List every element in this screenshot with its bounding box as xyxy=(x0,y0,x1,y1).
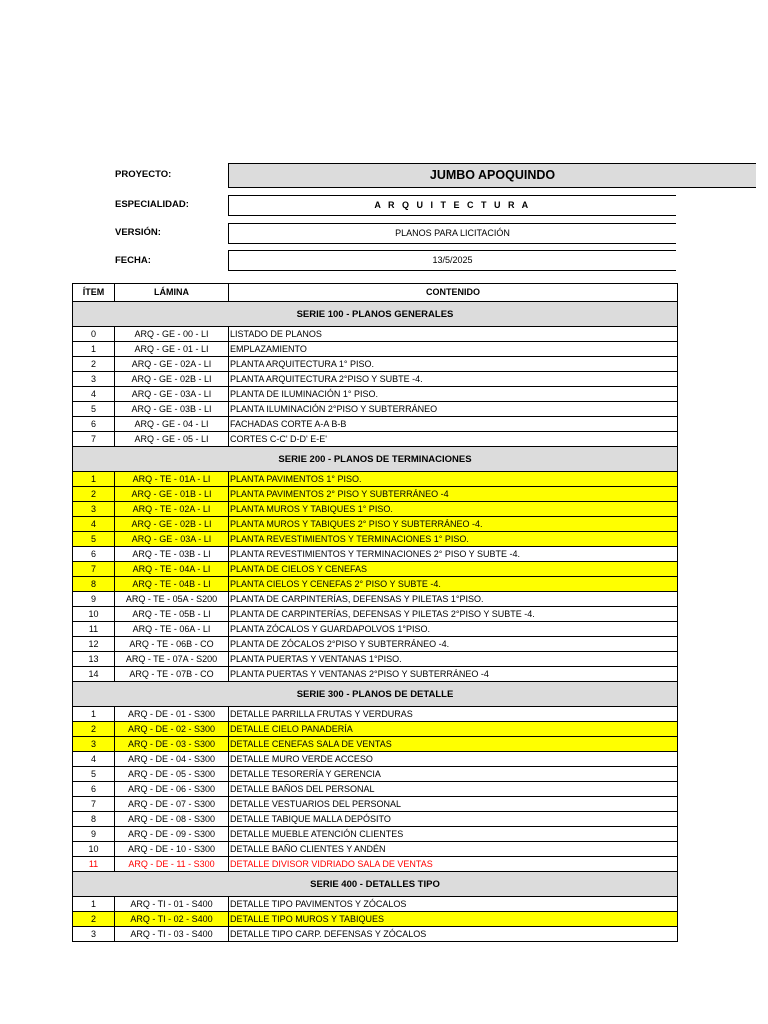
cell-item: 2 xyxy=(73,722,115,737)
cell-contenido: DETALLE BAÑOS DEL PERSONAL xyxy=(229,782,678,797)
series-title: SERIE 300 - PLANOS DE DETALLE xyxy=(73,682,678,707)
cell-contenido: CORTES C-C' D-D' E-E' xyxy=(229,432,678,447)
cell-item: 10 xyxy=(73,842,115,857)
cell-item: 8 xyxy=(73,577,115,592)
series-header-row xyxy=(73,447,678,472)
cell-lamina: ARQ - TE - 06B - CO xyxy=(115,637,229,652)
cell-item: 7 xyxy=(73,797,115,812)
cell-item: 4 xyxy=(73,387,115,402)
cell-contenido: PLANTA ARQUITECTURA 2°PISO Y SUBTE -4. xyxy=(229,372,678,387)
cell-item: 2 xyxy=(73,912,115,927)
table-row xyxy=(73,737,678,752)
cell-contenido: DETALLE TIPO PAVIMENTOS Y ZÓCALOS xyxy=(229,897,678,912)
cell-item: 11 xyxy=(73,857,115,872)
table-row xyxy=(73,342,678,357)
cell-lamina: ARQ - DE - 10 - S300 xyxy=(115,842,229,857)
cell-item: 9 xyxy=(73,827,115,842)
cell-lamina: ARQ - DE - 01 - S300 xyxy=(115,707,229,722)
cell-lamina: ARQ - DE - 11 - S300 xyxy=(115,857,229,872)
cell-lamina: ARQ - DE - 02 - S300 xyxy=(115,722,229,737)
table-row xyxy=(73,797,678,812)
series-title: SERIE 100 - PLANOS GENERALES xyxy=(73,302,678,327)
cell-lamina: ARQ - GE - 02A - LI xyxy=(115,357,229,372)
cell-lamina: ARQ - TE - 03B - LI xyxy=(115,547,229,562)
cell-contenido: DETALLE TABIQUE MALLA DEPÓSITO xyxy=(229,812,678,827)
cell-lamina: ARQ - TE - 02A - LI xyxy=(115,502,229,517)
cell-lamina: ARQ - TI - 01 - S400 xyxy=(115,897,229,912)
table-row xyxy=(73,722,678,737)
cell-lamina: ARQ - TE - 05B - LI xyxy=(115,607,229,622)
cell-contenido: PLANTA PUERTAS Y VENTANAS 2°PISO Y SUBTERRÁNEO -4 xyxy=(229,667,678,682)
cell-item: 2 xyxy=(73,357,115,372)
cell-lamina: ARQ - TE - 04B - LI xyxy=(115,577,229,592)
cell-lamina: ARQ - GE - 02B - LI xyxy=(115,372,229,387)
cell-lamina: ARQ - DE - 06 - S300 xyxy=(115,782,229,797)
version-value: PLANOS PARA LICITACIÓN xyxy=(228,223,676,244)
cell-lamina: ARQ - GE - 02B - LI xyxy=(115,517,229,532)
plans-table xyxy=(72,283,678,942)
table-row xyxy=(73,417,678,432)
cell-lamina: ARQ - DE - 09 - S300 xyxy=(115,827,229,842)
table-row xyxy=(73,372,678,387)
cell-item: 3 xyxy=(73,372,115,387)
cell-item: 1 xyxy=(73,472,115,487)
cell-lamina: ARQ - DE - 05 - S300 xyxy=(115,767,229,782)
cell-lamina: ARQ - TE - 05A - S200 xyxy=(115,592,229,607)
table-row xyxy=(73,857,678,872)
cell-lamina: ARQ - DE - 08 - S300 xyxy=(115,812,229,827)
cell-contenido: PLANTA DE CARPINTERÍAS, DEFENSAS Y PILETAS 2°PISO Y SUBTE -4. xyxy=(229,607,678,622)
cell-item: 5 xyxy=(73,402,115,417)
cell-contenido: PLANTA PUERTAS Y VENTANAS 1°PISO. xyxy=(229,652,678,667)
table-row xyxy=(73,842,678,857)
table-body xyxy=(73,302,678,942)
cell-contenido: PLANTA ILUMINACIÓN 2°PISO Y SUBTERRÁNEO xyxy=(229,402,678,417)
cell-contenido: DETALLE PARRILLA FRUTAS Y VERDURAS xyxy=(229,707,678,722)
cell-contenido: PLANTA MUROS Y TABIQUES 2° PISO Y SUBTERRÁNEO -4. xyxy=(229,517,678,532)
cell-item: 0 xyxy=(73,327,115,342)
fecha-label: FECHA: xyxy=(115,255,151,266)
cell-item: 7 xyxy=(73,432,115,447)
cell-lamina: ARQ - TE - 04A - LI xyxy=(115,562,229,577)
cell-contenido: PLANTA REVESTIMIENTOS Y TERMINACIONES 2° PISO Y SUBTE -4. xyxy=(229,547,678,562)
cell-contenido: DETALLE BAÑO CLIENTES Y ANDÉN xyxy=(229,842,678,857)
table-row xyxy=(73,667,678,682)
cell-item: 1 xyxy=(73,897,115,912)
cell-lamina: ARQ - DE - 03 - S300 xyxy=(115,737,229,752)
table-row xyxy=(73,532,678,547)
cell-lamina: ARQ - GE - 01 - LI xyxy=(115,342,229,357)
cell-contenido: PLANTA DE CIELOS Y CENEFAS xyxy=(229,562,678,577)
cell-contenido: PLANTA DE ILUMINACIÓN 1° PISO. xyxy=(229,387,678,402)
cell-lamina: ARQ - GE - 00 - LI xyxy=(115,327,229,342)
table-row xyxy=(73,912,678,927)
cell-item: 1 xyxy=(73,342,115,357)
table-row xyxy=(73,637,678,652)
table-header-row xyxy=(73,284,678,302)
cell-lamina: ARQ - GE - 05 - LI xyxy=(115,432,229,447)
table-row xyxy=(73,782,678,797)
column-header-contenido: CONTENIDO xyxy=(229,284,678,302)
table-row xyxy=(73,767,678,782)
cell-contenido: PLANTA DE CARPINTERÍAS, DEFENSAS Y PILETAS 1°PISO. xyxy=(229,592,678,607)
cell-lamina: ARQ - GE - 03A - LI xyxy=(115,532,229,547)
cell-item: 3 xyxy=(73,502,115,517)
cell-contenido: PLANTA ARQUITECTURA 1° PISO. xyxy=(229,357,678,372)
table-row xyxy=(73,517,678,532)
table-row xyxy=(73,432,678,447)
cell-item: 9 xyxy=(73,592,115,607)
cell-contenido: DETALLE VESTUARIOS DEL PERSONAL xyxy=(229,797,678,812)
cell-contenido: PLANTA REVESTIMIENTOS Y TERMINACIONES 1° PISO. xyxy=(229,532,678,547)
cell-contenido: DETALLE CENEFAS SALA DE VENTAS xyxy=(229,737,678,752)
table-row xyxy=(73,472,678,487)
series-title: SERIE 400 - DETALLES TIPO xyxy=(73,872,678,897)
cell-item: 3 xyxy=(73,927,115,942)
cell-item: 5 xyxy=(73,767,115,782)
cell-contenido: FACHADAS CORTE A-A B-B xyxy=(229,417,678,432)
cell-lamina: ARQ - TE - 07B - CO xyxy=(115,667,229,682)
cell-contenido: PLANTA PAVIMENTOS 2° PISO Y SUBTERRÁNEO -4 xyxy=(229,487,678,502)
table-row xyxy=(73,652,678,667)
cell-item: 5 xyxy=(73,532,115,547)
cell-contenido: DETALLE TIPO CARP. DEFENSAS Y ZÓCALOS xyxy=(229,927,678,942)
table-row xyxy=(73,502,678,517)
cell-contenido: DETALLE TIPO MUROS Y TABIQUES xyxy=(229,912,678,927)
cell-item: 2 xyxy=(73,487,115,502)
table-row xyxy=(73,402,678,417)
cell-contenido: DETALLE DIVISOR VIDRIADO SALA DE VENTAS xyxy=(229,857,678,872)
column-header-lamina: LÁMINA xyxy=(115,284,229,302)
table-row xyxy=(73,607,678,622)
table-row xyxy=(73,547,678,562)
cell-item: 3 xyxy=(73,737,115,752)
cell-contenido: DETALLE MUEBLE ATENCIÓN CLIENTES xyxy=(229,827,678,842)
cell-lamina: ARQ - GE - 03B - LI xyxy=(115,402,229,417)
cell-lamina: ARQ - TI - 03 - S400 xyxy=(115,927,229,942)
cell-item: 13 xyxy=(73,652,115,667)
cell-contenido: PLANTA DE ZÓCALOS 2°PISO Y SUBTERRÁNEO -4. xyxy=(229,637,678,652)
table-row xyxy=(73,752,678,767)
table-row xyxy=(73,562,678,577)
column-header-item: ÍTEM xyxy=(73,284,115,302)
cell-item: 1 xyxy=(73,707,115,722)
table-row xyxy=(73,327,678,342)
cell-contenido: EMPLAZAMIENTO xyxy=(229,342,678,357)
cell-contenido: DETALLE CIELO PANADERÍA xyxy=(229,722,678,737)
cell-item: 4 xyxy=(73,752,115,767)
cell-item: 6 xyxy=(73,547,115,562)
cell-item: 4 xyxy=(73,517,115,532)
cell-lamina: ARQ - TE - 01A - LI xyxy=(115,472,229,487)
series-header-row xyxy=(73,682,678,707)
table-row xyxy=(73,387,678,402)
cell-item: 6 xyxy=(73,782,115,797)
cell-item: 6 xyxy=(73,417,115,432)
cell-item: 14 xyxy=(73,667,115,682)
cell-lamina: ARQ - GE - 04 - LI xyxy=(115,417,229,432)
cell-contenido: PLANTA PAVIMENTOS 1° PISO. xyxy=(229,472,678,487)
proyecto-value: JUMBO APOQUINDO xyxy=(228,163,756,188)
cell-lamina: ARQ - DE - 04 - S300 xyxy=(115,752,229,767)
proyecto-label: PROYECTO: xyxy=(115,169,172,180)
cell-item: 11 xyxy=(73,622,115,637)
cell-contenido: DETALLE TESORERÍA Y GERENCIA xyxy=(229,767,678,782)
especialidad-label: ESPECIALIDAD: xyxy=(115,199,189,210)
cell-contenido: PLANTA MUROS Y TABIQUES 1° PISO. xyxy=(229,502,678,517)
series-header-row xyxy=(73,302,678,327)
cell-item: 12 xyxy=(73,637,115,652)
fecha-value: 13/5/2025 xyxy=(228,250,676,271)
table-row xyxy=(73,622,678,637)
cell-contenido: PLANTA ZÓCALOS Y GUARDAPOLVOS 1°PISO. xyxy=(229,622,678,637)
cell-contenido: LISTADO DE PLANOS xyxy=(229,327,678,342)
cell-contenido: DETALLE MURO VERDE ACCESO xyxy=(229,752,678,767)
cell-item: 7 xyxy=(73,562,115,577)
series-title: SERIE 200 - PLANOS DE TERMINACIONES xyxy=(73,447,678,472)
cell-lamina: ARQ - TI - 02 - S400 xyxy=(115,912,229,927)
cell-contenido: PLANTA CIELOS Y CENEFAS 2° PISO Y SUBTE -4. xyxy=(229,577,678,592)
series-header-row xyxy=(73,872,678,897)
cell-lamina: ARQ - GE - 03A - LI xyxy=(115,387,229,402)
table-row xyxy=(73,592,678,607)
table-row xyxy=(73,487,678,502)
cell-lamina: ARQ - GE - 01B - LI xyxy=(115,487,229,502)
version-label: VERSIÓN: xyxy=(115,227,161,238)
table-row xyxy=(73,827,678,842)
table-row xyxy=(73,707,678,722)
table-row xyxy=(73,577,678,592)
especialidad-value: A R Q U I T E C T U R A xyxy=(228,195,676,216)
table-row xyxy=(73,927,678,942)
table-row xyxy=(73,897,678,912)
cell-lamina: ARQ - TE - 07A - S200 xyxy=(115,652,229,667)
table-row xyxy=(73,812,678,827)
table-row xyxy=(73,357,678,372)
cell-item: 10 xyxy=(73,607,115,622)
cell-lamina: ARQ - TE - 06A - LI xyxy=(115,622,229,637)
cell-lamina: ARQ - DE - 07 - S300 xyxy=(115,797,229,812)
cell-item: 8 xyxy=(73,812,115,827)
